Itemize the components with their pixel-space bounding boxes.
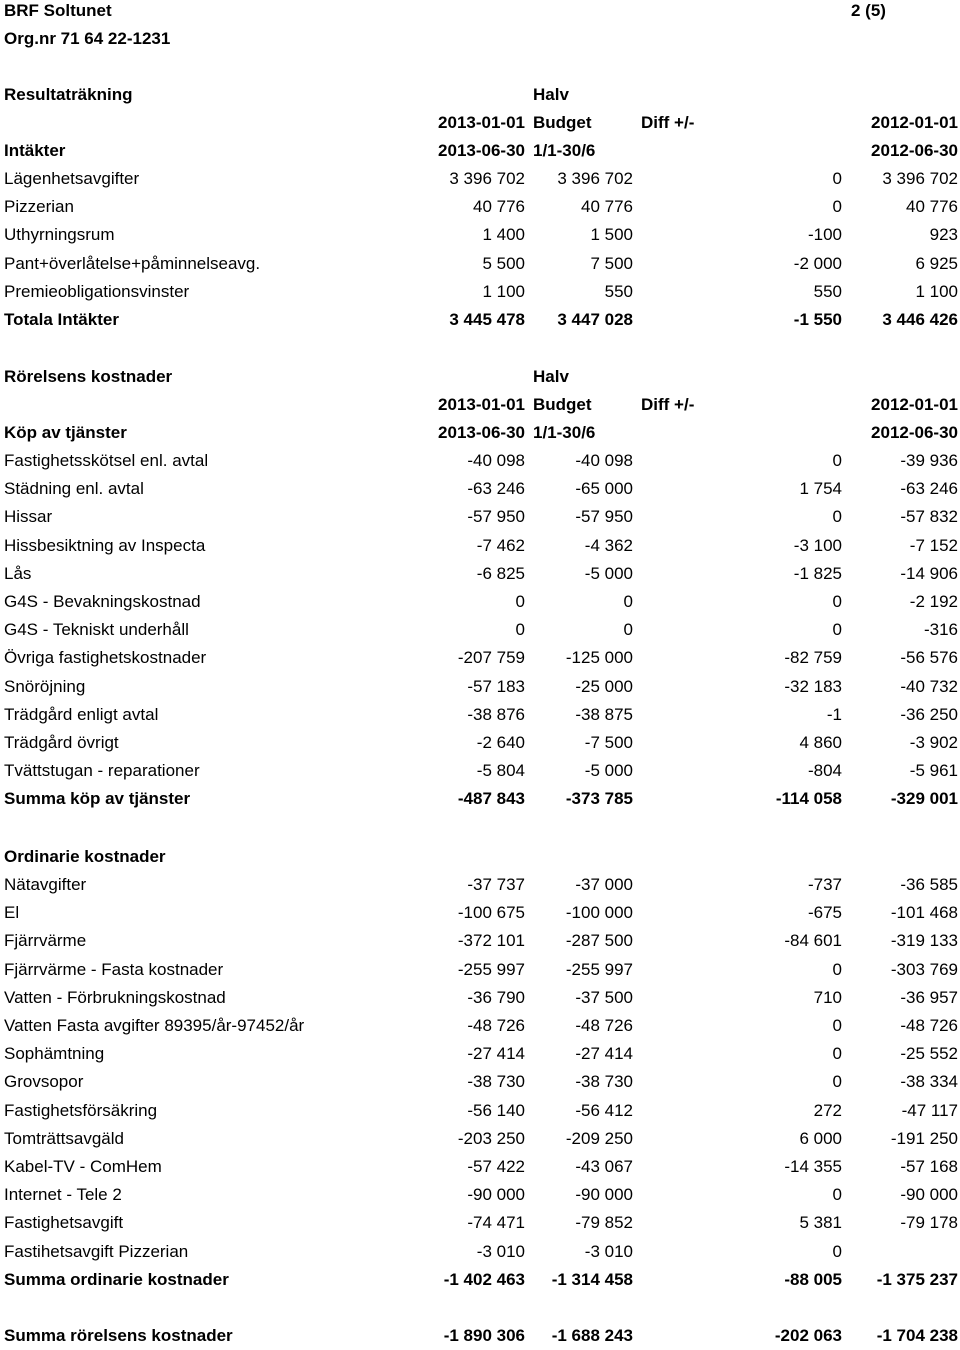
prev-value: -39 936 xyxy=(900,451,958,470)
diff-value: 0 xyxy=(832,1044,842,1064)
prev-value: -36 585 xyxy=(900,875,958,894)
row-label: Hissar xyxy=(4,507,53,527)
services-header-row-2 xyxy=(0,419,960,447)
prev-value: -56 576 xyxy=(900,648,958,668)
budget-value: 0 xyxy=(623,620,633,640)
diff-value: -100 xyxy=(807,225,842,245)
actual-value: -57 950 xyxy=(467,507,525,527)
services-title-row xyxy=(0,363,960,391)
diff-value: -84 601 xyxy=(784,931,842,951)
diff-value: -3 100 xyxy=(793,535,842,555)
budget-value: -38 730 xyxy=(575,1072,633,1092)
actual-value: -57 422 xyxy=(467,1157,525,1176)
prev-value: -1 375 237 xyxy=(876,1269,958,1289)
budget-value: -37 500 xyxy=(575,987,633,1007)
prev-value: -303 769 xyxy=(890,959,958,979)
table-row xyxy=(0,165,960,193)
actual-value: -74 471 xyxy=(467,1213,525,1233)
row-label: Fastighetsavgift xyxy=(4,1213,124,1233)
services-title: Rörelsens kostnader xyxy=(4,367,173,386)
actual-value: -38 730 xyxy=(467,1072,525,1092)
table-row xyxy=(0,1040,960,1068)
diff-value: -737 xyxy=(807,875,842,894)
budget-value: -1 688 243 xyxy=(551,1326,633,1345)
prev-value: 40 776 xyxy=(906,197,958,217)
prev-value: 6 925 xyxy=(915,253,958,273)
prev-value: -57 832 xyxy=(900,507,958,527)
prev-value: -63 246 xyxy=(900,479,958,499)
row-label: Städning enl. avtal xyxy=(4,479,144,499)
actual-value: -255 997 xyxy=(457,959,525,979)
row-label: Pant+överlåtelse+påminnelseavg. xyxy=(4,253,261,273)
period-start: 2013-01-01 xyxy=(438,113,525,132)
row-label: Fastihetsavgift Pizzerian xyxy=(4,1241,189,1261)
prev-value: -191 250 xyxy=(890,1128,958,1148)
org-name: BRF Soltunet xyxy=(4,1,112,20)
budget-value: -40 098 xyxy=(575,451,633,470)
table-row xyxy=(0,278,960,306)
budget-value: 40 776 xyxy=(581,197,633,217)
prev-value: -38 334 xyxy=(900,1072,958,1092)
actual-value: -100 675 xyxy=(457,903,525,923)
row-label: Summa köp av tjänster xyxy=(4,789,191,809)
income-header-row-2 xyxy=(0,137,960,165)
prev-value: -57 168 xyxy=(900,1157,958,1176)
table-row xyxy=(0,1097,960,1125)
diff-value: -88 005 xyxy=(784,1269,842,1289)
row-label: Summa ordinarie kostnader xyxy=(4,1269,229,1289)
budget-value: -57 950 xyxy=(575,507,633,527)
row-label: Snöröjning xyxy=(4,676,86,696)
diff-value: -1 xyxy=(826,704,842,724)
row-label: Hissbesiktning av Inspecta xyxy=(4,535,206,555)
half-label: Halv xyxy=(533,367,569,386)
actual-value: -57 183 xyxy=(467,676,525,696)
prev-value: -316 xyxy=(923,620,958,640)
diff-value: 0 xyxy=(832,507,842,527)
diff-value: -114 058 xyxy=(775,789,842,809)
prev-start: 2012-01-01 xyxy=(871,395,958,414)
budget-period: 1/1-30/6 xyxy=(533,141,596,160)
section-label: Intäkter xyxy=(4,141,66,160)
diff-value: -14 355 xyxy=(784,1157,842,1176)
prev-value: -101 468 xyxy=(890,903,958,923)
prev-value: -47 117 xyxy=(901,1100,958,1120)
actual-value: 1 100 xyxy=(482,281,525,301)
period-start: 2013-01-01 xyxy=(438,395,525,414)
prev-value: -79 178 xyxy=(900,1213,958,1233)
budget-value: -373 785 xyxy=(565,789,633,809)
table-row xyxy=(0,871,960,899)
income-total-row xyxy=(0,306,960,334)
budget-label: Budget xyxy=(533,113,592,132)
actual-value: -63 246 xyxy=(467,479,525,499)
budget-value: -5 000 xyxy=(584,563,633,583)
diff-value: 0 xyxy=(832,1185,842,1205)
table-row xyxy=(0,616,960,644)
budget-value: -56 412 xyxy=(575,1100,633,1120)
table-row xyxy=(0,927,960,955)
diff-value: -2 000 xyxy=(793,253,842,273)
diff-value: 0 xyxy=(832,197,842,217)
grand-total-row xyxy=(0,1322,960,1350)
actual-value: 3 445 478 xyxy=(449,310,525,329)
table-row xyxy=(0,1153,960,1181)
table-row xyxy=(0,729,960,757)
diff-value: -804 xyxy=(807,761,842,781)
diff-value: 0 xyxy=(832,592,842,611)
row-label: G4S - Tekniskt underhåll xyxy=(4,620,189,640)
diff-label: Diff +/- xyxy=(641,113,695,132)
row-label: Kabel-TV - ComHem xyxy=(4,1157,162,1176)
row-label: Trädgård enligt avtal xyxy=(4,704,159,724)
row-label: Tvättstugan - reparationer xyxy=(4,761,200,781)
services-total-row xyxy=(0,785,960,813)
table-row xyxy=(0,899,960,927)
table-row xyxy=(0,503,960,531)
actual-value: -27 414 xyxy=(467,1044,525,1064)
prev-value: -3 902 xyxy=(909,733,958,752)
diff-value: 0 xyxy=(832,1072,842,1092)
table-row xyxy=(0,1238,960,1266)
budget-value: -90 000 xyxy=(575,1185,633,1205)
actual-value: -6 825 xyxy=(476,563,525,583)
table-row xyxy=(0,1012,960,1040)
row-label: Sophämtning xyxy=(4,1044,105,1064)
prev-value: -36 250 xyxy=(900,704,958,724)
diff-value: -202 063 xyxy=(774,1326,842,1345)
row-label: Nätavgifter xyxy=(4,875,87,894)
table-row xyxy=(0,475,960,503)
table-row xyxy=(0,757,960,785)
prev-value: -319 133 xyxy=(890,931,958,951)
period-end: 2013-06-30 xyxy=(438,423,525,442)
income-title-row xyxy=(0,81,960,109)
actual-value: -207 759 xyxy=(457,648,525,668)
row-label: Summa rörelsens kostnader xyxy=(4,1326,233,1345)
budget-value: 3 447 028 xyxy=(557,310,633,329)
actual-value: -203 250 xyxy=(457,1128,525,1148)
diff-value: -1 550 xyxy=(793,310,842,329)
diff-value: -1 825 xyxy=(793,563,842,583)
actual-value: -372 101 xyxy=(457,931,525,951)
table-row xyxy=(0,1068,960,1096)
period-end: 2013-06-30 xyxy=(438,141,525,160)
budget-value: -100 000 xyxy=(565,903,633,923)
prev-value: -5 961 xyxy=(909,761,958,781)
prev-end: 2012-06-30 xyxy=(871,141,958,160)
diff-value: 0 xyxy=(832,169,842,188)
row-label: Fastighetsförsäkring xyxy=(4,1100,158,1120)
diff-value: 0 xyxy=(832,451,842,470)
table-row xyxy=(0,1125,960,1153)
prev-value: -2 192 xyxy=(909,592,958,611)
section-label: Köp av tjänster xyxy=(4,423,127,442)
actual-value: -487 843 xyxy=(457,789,525,809)
row-label: G4S - Bevakningskostnad xyxy=(4,592,201,611)
prev-value: 3 446 426 xyxy=(882,310,958,329)
budget-value: 0 xyxy=(623,592,633,611)
budget-value: -79 852 xyxy=(575,1213,633,1233)
row-label: Övriga fastighetskostnader xyxy=(4,648,207,668)
org-nr: Org.nr 71 64 22-1231 xyxy=(4,29,171,48)
table-row xyxy=(0,644,960,672)
diff-value: 710 xyxy=(813,987,842,1007)
budget-value: 1 500 xyxy=(590,225,633,245)
actual-value: 0 xyxy=(515,592,525,611)
prev-value: 3 396 702 xyxy=(882,169,958,188)
diff-value: 0 xyxy=(832,620,842,640)
actual-value: -2 640 xyxy=(476,733,525,752)
prev-value: -25 552 xyxy=(900,1044,958,1064)
actual-value: -40 098 xyxy=(467,451,525,470)
table-row xyxy=(0,1209,960,1237)
page-number: 2 (5) xyxy=(851,1,886,20)
budget-value: -27 414 xyxy=(575,1044,633,1064)
diff-value: -675 xyxy=(807,903,842,923)
budget-value: -209 250 xyxy=(565,1128,633,1148)
prev-value: -90 000 xyxy=(900,1185,958,1205)
diff-value: 1 754 xyxy=(799,479,842,499)
diff-value: 550 xyxy=(813,281,842,301)
table-row xyxy=(0,1181,960,1209)
actual-value: 40 776 xyxy=(473,197,525,217)
table-row xyxy=(0,532,960,560)
budget-label: Budget xyxy=(533,395,592,414)
row-label: Fjärrvärme xyxy=(4,931,87,951)
actual-value: -38 876 xyxy=(467,704,525,724)
budget-value: -65 000 xyxy=(575,479,633,499)
half-label: Halv xyxy=(533,85,569,104)
prev-value: -48 726 xyxy=(900,1016,958,1035)
budget-value: -125 000 xyxy=(565,648,633,668)
row-label: Premieobligationsvinster xyxy=(4,281,190,301)
budget-value: -3 010 xyxy=(584,1241,633,1261)
budget-value: -287 500 xyxy=(565,931,633,951)
row-label: Lägenhetsavgifter xyxy=(4,169,140,188)
diff-value: 0 xyxy=(832,1016,842,1035)
budget-value: -25 000 xyxy=(575,676,633,696)
ordinary-title: Ordinarie kostnader xyxy=(4,847,166,866)
row-label: Tomträttsavgäld xyxy=(4,1128,124,1148)
prev-value: -40 732 xyxy=(900,676,958,696)
table-row xyxy=(0,221,960,249)
row-label: Pizzerian xyxy=(4,197,74,217)
actual-value: -48 726 xyxy=(467,1016,525,1035)
prev-value: -36 957 xyxy=(900,987,958,1007)
row-label: Totala Intäkter xyxy=(4,310,119,329)
prev-value: -329 001 xyxy=(890,789,958,809)
prev-value: 923 xyxy=(929,225,958,245)
table-row xyxy=(0,250,960,278)
actual-value: -5 804 xyxy=(476,761,525,781)
budget-value: 3 396 702 xyxy=(557,169,633,188)
prev-start: 2012-01-01 xyxy=(871,113,958,132)
budget-period: 1/1-30/6 xyxy=(533,423,596,442)
diff-value: 5 381 xyxy=(799,1213,842,1233)
diff-value: -82 759 xyxy=(784,648,842,668)
row-label: Grovsopor xyxy=(4,1072,84,1092)
budget-value: -1 314 458 xyxy=(551,1269,633,1289)
diff-value: -32 183 xyxy=(784,676,842,696)
actual-value: -56 140 xyxy=(467,1100,525,1120)
row-label: Fastighetsskötsel enl. avtal xyxy=(4,451,209,470)
row-label: Uthyrningsrum xyxy=(4,225,115,245)
budget-value: -7 500 xyxy=(584,733,633,752)
diff-value: 6 000 xyxy=(799,1128,842,1148)
row-label: Internet - Tele 2 xyxy=(4,1185,122,1205)
row-label: Trädgård övrigt xyxy=(4,733,119,752)
budget-value: 7 500 xyxy=(590,253,633,273)
table-row xyxy=(0,701,960,729)
table-row xyxy=(0,956,960,984)
budget-value: -38 875 xyxy=(575,704,633,724)
table-row xyxy=(0,673,960,701)
prev-end: 2012-06-30 xyxy=(871,423,958,442)
income-title: Resultaträkning xyxy=(4,85,133,104)
row-label: Lås xyxy=(4,563,32,583)
org-nr-row xyxy=(0,25,960,53)
row-label: Vatten - Förbrukningskostnad xyxy=(4,987,226,1007)
diff-value: 4 860 xyxy=(799,733,842,752)
actual-value: 0 xyxy=(515,620,525,640)
budget-value: -37 000 xyxy=(575,875,633,894)
actual-value: 5 500 xyxy=(482,253,525,273)
diff-value: 0 xyxy=(832,1241,842,1261)
budget-value: -4 362 xyxy=(584,535,633,555)
budget-value: 550 xyxy=(604,281,633,301)
table-row xyxy=(0,984,960,1012)
actual-value: -90 000 xyxy=(467,1185,525,1205)
actual-value: -1 890 306 xyxy=(443,1326,525,1345)
budget-value: -48 726 xyxy=(575,1016,633,1035)
actual-value: -37 737 xyxy=(467,875,525,894)
actual-value: 1 400 xyxy=(482,225,525,245)
ordinary-total-row xyxy=(0,1266,960,1294)
row-label: Vatten Fasta avgifter 89395/år-97452/år xyxy=(4,1016,305,1035)
row-label: Fjärrvärme - Fasta kostnader xyxy=(4,959,224,979)
org-name-row xyxy=(0,0,960,25)
actual-value: -7 462 xyxy=(476,535,525,555)
diff-label: Diff +/- xyxy=(641,395,695,414)
prev-value: -7 152 xyxy=(909,535,958,555)
table-row xyxy=(0,560,960,588)
diff-value: 0 xyxy=(832,959,842,979)
ordinary-title-row xyxy=(0,843,960,871)
budget-value: -5 000 xyxy=(584,761,633,781)
services-header-row-1 xyxy=(0,391,960,419)
actual-value: 3 396 702 xyxy=(449,169,525,188)
budget-value: -255 997 xyxy=(565,959,633,979)
prev-value: -14 906 xyxy=(900,563,958,583)
prev-value: 1 100 xyxy=(915,281,958,301)
actual-value: -36 790 xyxy=(467,987,525,1007)
actual-value: -1 402 463 xyxy=(443,1269,525,1289)
actual-value: -3 010 xyxy=(476,1241,525,1261)
income-header-row-1 xyxy=(0,109,960,137)
prev-value: -1 704 238 xyxy=(876,1326,958,1345)
table-row xyxy=(0,588,960,616)
table-row xyxy=(0,447,960,475)
budget-value: -43 067 xyxy=(575,1157,633,1176)
row-label: El xyxy=(4,903,20,923)
diff-value: 272 xyxy=(813,1100,842,1120)
table-row xyxy=(0,193,960,221)
